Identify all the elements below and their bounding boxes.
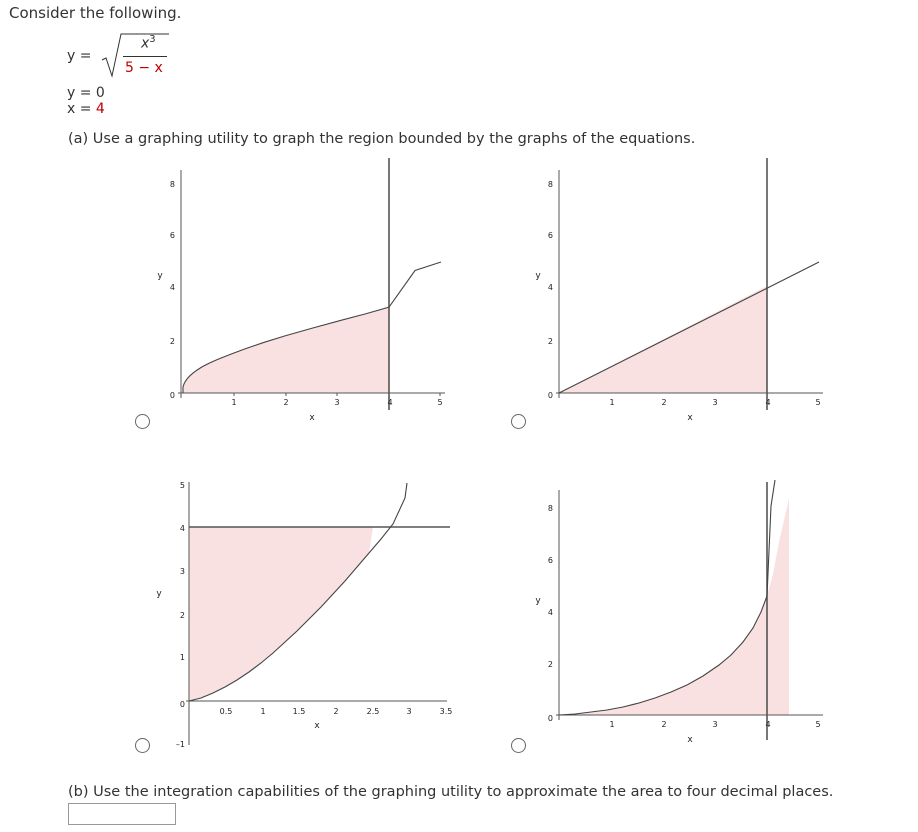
graph-option-4	[523, 470, 843, 760]
option-4-radio[interactable]	[511, 738, 526, 753]
y-tick-label: 0	[179, 700, 185, 709]
x-tick-label: 2	[661, 720, 667, 729]
x-tick-label: 2.5	[366, 707, 380, 716]
x-tick-label: 3	[712, 720, 718, 729]
y-tick-label: 8	[547, 504, 553, 513]
y-tick-label: 2	[179, 611, 185, 620]
x-tick-label: 4	[765, 720, 771, 729]
y-tick-label: 6	[547, 556, 553, 565]
y-axis-label: y	[157, 271, 163, 281]
eq1-denominator: 5 − x	[125, 60, 163, 76]
x-tick-label: 2	[333, 707, 339, 716]
x-tick-label: 1	[609, 720, 615, 729]
x-tick-label: 2	[661, 398, 667, 407]
x-axis-label: x	[314, 721, 320, 731]
y-tick-label: 3	[179, 567, 185, 576]
y-tick-label: 6	[169, 231, 175, 240]
x-tick-label: 4	[387, 398, 393, 407]
x-tick-label: 0.5	[219, 707, 233, 716]
x-tick-label: 5	[815, 720, 821, 729]
x-tick-label: 4	[765, 398, 771, 407]
option-3-radio[interactable]	[135, 738, 150, 753]
graph-option-2	[523, 150, 843, 440]
x-tick-label: 5	[437, 398, 443, 407]
part-b-text: (b) Use the integration capabilities of the graphing utility to approximate the area to four decimal places.	[68, 784, 834, 800]
shaded-region	[559, 498, 789, 715]
x-tick-label: 1	[609, 398, 615, 407]
x-axis-label: x	[309, 413, 315, 423]
option-2-radio[interactable]	[511, 414, 526, 429]
x-tick-label: 1	[260, 707, 266, 716]
x-tick-label: 3	[406, 707, 412, 716]
y-axis-label: y	[535, 596, 541, 606]
y-tick-label: 2	[547, 337, 553, 346]
intro-text: Consider the following.	[9, 4, 182, 22]
x-tick-label: 2	[283, 398, 289, 407]
y-axis-label: y	[535, 271, 541, 281]
option-1-radio[interactable]	[135, 414, 150, 429]
x-tick-label: 5	[815, 398, 821, 407]
y-tick-label: 8	[547, 180, 553, 189]
y-tick-label: 1	[179, 653, 185, 662]
graph-option-1	[145, 150, 465, 440]
graph-option-3	[145, 470, 465, 760]
x-tick-label: 1.5	[292, 707, 306, 716]
x-axis-label: x	[687, 735, 693, 745]
y-tick-label: 6	[547, 231, 553, 240]
y-tick-label: 4	[547, 608, 553, 617]
x-tick-label: 1	[231, 398, 237, 407]
equation-3: x = 4	[67, 101, 105, 117]
y-tick-label: –1	[175, 740, 185, 749]
y-tick-label: 2	[547, 660, 553, 669]
y-axis-label: y	[156, 589, 162, 599]
y-tick-label: 0	[547, 391, 553, 400]
shaded-region	[183, 307, 389, 393]
eq1-lhs: y =	[67, 48, 92, 64]
y-tick-label: 8	[169, 180, 175, 189]
part-a-text: (a) Use a graphing utility to graph the region bounded by the graphs of the equations.	[68, 131, 696, 147]
equation-1	[67, 32, 177, 80]
y-tick-label: 4	[547, 283, 553, 292]
eq1-numerator: $x^3$	[141, 34, 156, 52]
y-tick-label: 4	[179, 524, 185, 533]
y-tick-label: 0	[547, 714, 553, 723]
y-tick-label: 2	[169, 337, 175, 346]
x-tick-label: 3	[334, 398, 340, 407]
area-answer-input[interactable]	[68, 803, 176, 825]
x-axis-label: x	[687, 413, 693, 423]
equation-2: y = 0	[67, 85, 105, 101]
shaded-region	[189, 527, 373, 701]
y-tick-label: 4	[169, 283, 175, 292]
y-tick-label: 5	[179, 481, 185, 490]
x-tick-label: 3	[712, 398, 718, 407]
fraction-bar	[123, 56, 167, 57]
y-tick-label: 0	[169, 391, 175, 400]
x-tick-label: 3.5	[439, 707, 453, 716]
